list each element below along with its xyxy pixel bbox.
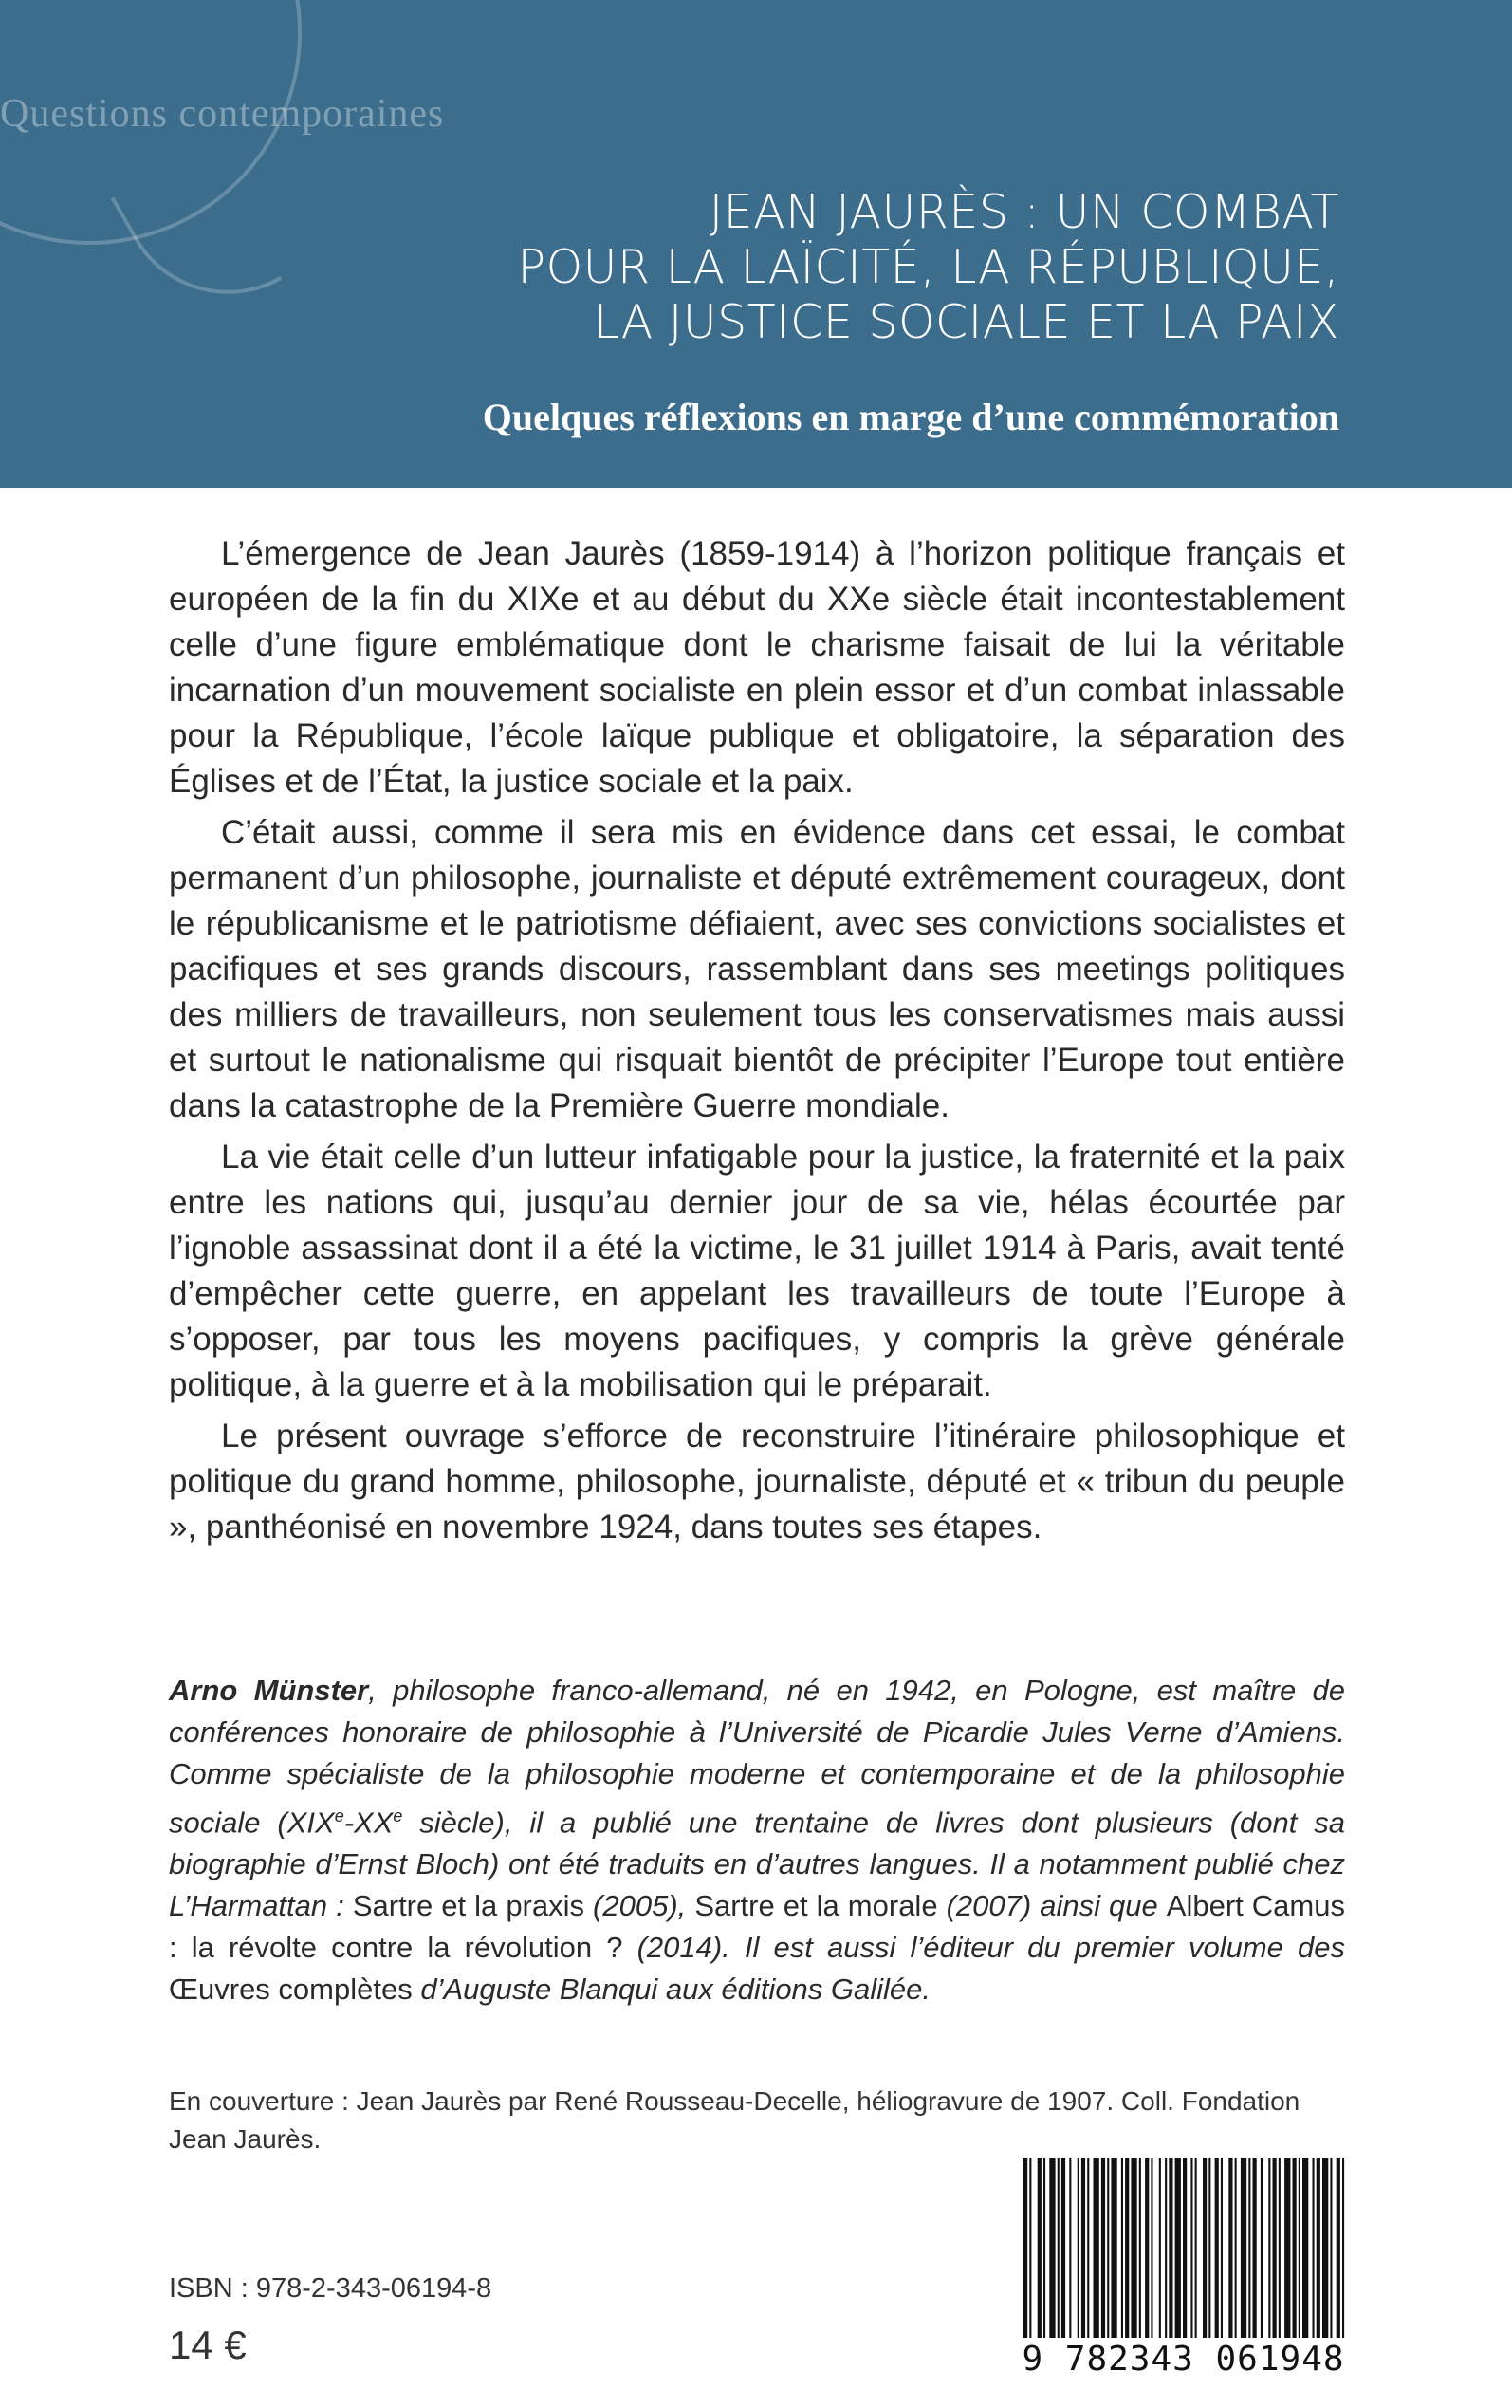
title-line-1: JEAN JAURÈS : UN COMBAT [709,185,1339,239]
title-line-2: POUR LA LAÏCITÉ, LA RÉPUBLIQUE, [517,240,1339,294]
barcode-bar [1023,2158,1027,2338]
barcode-bar [1190,2158,1192,2338]
barcode-bar [1151,2158,1152,2338]
author-bio: Arno Münster, philosophe franco-allemand, né en 1942, en Pologne, est maître de conférences honoraire de philosophie à l’Université de Picardie Jules Verne d’Amiens. Comme spécialiste de la philosophie moderne et contemporaine et de la philosophie sociale (XIXe-XXe siècle), il a publié une trentaine de livres dont plusieurs (dont sa biographie d’Ernst Bloch) ont été traduits en d’autres langues. Il a notamment publié chez L’Harmattan : Sartre et la praxis (2005), Sartre et la morale (2007) ainsi que Albert Camus : la révolte contre la révolution ? (2014). Il est aussi l’éditeur du premier volume des Œuvres complètes d’Auguste Blanqui aux éditions Galilée. [169,1674,1346,2007]
barcode-digits: 9 782343 061948 [1022,2340,1345,2379]
barcode-bar [1337,2158,1340,2338]
barcode-bar [1261,2158,1263,2338]
barcode-bar [1195,2158,1197,2338]
barcode-bar [1221,2158,1223,2338]
barcode-bar [1284,2158,1290,2338]
barcode-bar [1228,2158,1232,2338]
barcode-bar [1241,2158,1246,2338]
barcode-bar [1169,2158,1172,2338]
barcode-bar [1302,2158,1308,2338]
barcode-bar [1121,2158,1123,2338]
title-line-3: LA JUSTICE SOCIALE ET LA PAIX [593,295,1339,349]
barcode-bar [1078,2158,1079,2338]
cover-header [0,0,1512,488]
book-subtitle: Quelques réflexions en marge d’une commémoration [482,396,1339,438]
barcode-bar [1101,2158,1105,2338]
book-title-2: Sartre et la morale [694,1889,938,1923]
barcode-bar [1313,2158,1315,2338]
barcode-bar [1131,2158,1136,2338]
summary-paragraph-2: C’était aussi, comme il sera mis en évidence dans cet essai, le combat permanent d’un philosophe, journaliste et député extrêmement courageux, dont le républicanisme et le patriotisme défiaient, avec ses convictions socialistes et pacifiques et ses grands discours, rassemblant dans ses meetings politiques des milliers de travailleurs, non seulement tous les conservatismes mais aussi et surtout le nationalisme qui risquait bientôt de précipiter l’Europe tout entière dans la catastrophe de la Première Guerre mondiale. [169,814,1345,1124]
barcode-bar [1268,2158,1270,2338]
barcode-bar [1317,2158,1320,2338]
price: 14 € [169,2323,247,2367]
barcode-bar [1175,2158,1181,2338]
barcode-bar [1043,2158,1045,2338]
barcode-bar [1279,2158,1281,2338]
barcode-bar [1293,2158,1297,2338]
barcode-bar [1029,2158,1031,2338]
barcode-bar [1111,2158,1116,2338]
book-title-1: Sartre et la praxis [352,1889,585,1923]
barcode-bar [1248,2158,1250,2338]
book-title [518,185,1339,350]
barcode-bar [1235,2158,1237,2338]
barcode-bar [1049,2158,1055,2338]
summary-paragraph-4: Le présent ouvrage s’efforce de reconstruire l’itinéraire philosophique et politique du grand homme, philosophe, journaliste, député et « tribun du peuple », panthéonisé en novembre 1924, dans toutes ses étapes. [169,1417,1345,1546]
barcode-bar [1058,2158,1060,2338]
barcode-bar [1183,2158,1187,2338]
book-title-3: Albert Camus : la révolte contre la révolution ? [169,1889,1345,1965]
barcode-bar [1253,2158,1257,2338]
barcode-bar [1145,2158,1149,2338]
barcode-bar [1330,2158,1332,2338]
barcode-bar [1322,2158,1328,2338]
barcode-bar [1215,2158,1219,2338]
barcode-bar [1094,2158,1099,2338]
cover-credit: En couverture : Jean Jaurès par René Rousseau-Decelle, héliogravure de 1907. Coll. Fondation Jean Jaurès. [169,2086,1300,2154]
barcode-bar [1203,2158,1207,2338]
summary-paragraph-3: La vie était celle d’un lutteur infatigable pour la justice, la fraternité et la paix entre les nations qui, jusqu’au dernier jour de sa vie, hélas écourtée par l’ignoble assassinat dont il a été la victime, le 31 juillet 1914 à Paris, avait tenté d’empêcher cette guerre, en appelant les travailleurs de toute l’Europe à s’opposer, par tous les moyens pacifiques, y compris la grève générale politique, à la guerre et à la mobilisation qui le préparait. [169,1139,1345,1403]
book-title-4: Œuvres complètes [169,1973,413,2007]
barcode-bar [1342,2158,1344,2338]
barcode-bar [1208,2158,1210,2338]
barcode-bar [1087,2158,1089,2338]
barcode-bar [1069,2158,1071,2338]
isbn: ISBN : 978-2-343-06194-8 [169,2273,492,2304]
summary-text [169,531,1345,1556]
barcode-bar [1125,2158,1129,2338]
barcode-bar [1165,2158,1167,2338]
barcode-bar [1038,2158,1042,2338]
barcode-bar [1061,2158,1065,2338]
barcode-bar [1159,2158,1161,2338]
author-name: Arno Münster [169,1674,369,1707]
summary-paragraph-1: L’émergence de Jean Jaurès (1859-1914) à l’horizon politique français et européen de la fin du XIXe et au début du XXe siècle était incontestablement celle d’une figure emblématique dont le charisme faisait de lui la véritable incarnation d’un mouvement socialiste en plein essor et d’un combat inlassable pour la République, l’école laïque publique et obligatoire, la séparation des Églises et de l’État, la justice sociale et la paix. [169,535,1345,800]
barcode-bar [1081,2158,1085,2338]
series-name: Questions contemporaines [0,92,445,136]
barcode-bar [1299,2158,1300,2338]
barcode-bar [1273,2158,1277,2338]
barcode-bar [1107,2158,1109,2338]
barcode-bar [1139,2158,1141,2338]
